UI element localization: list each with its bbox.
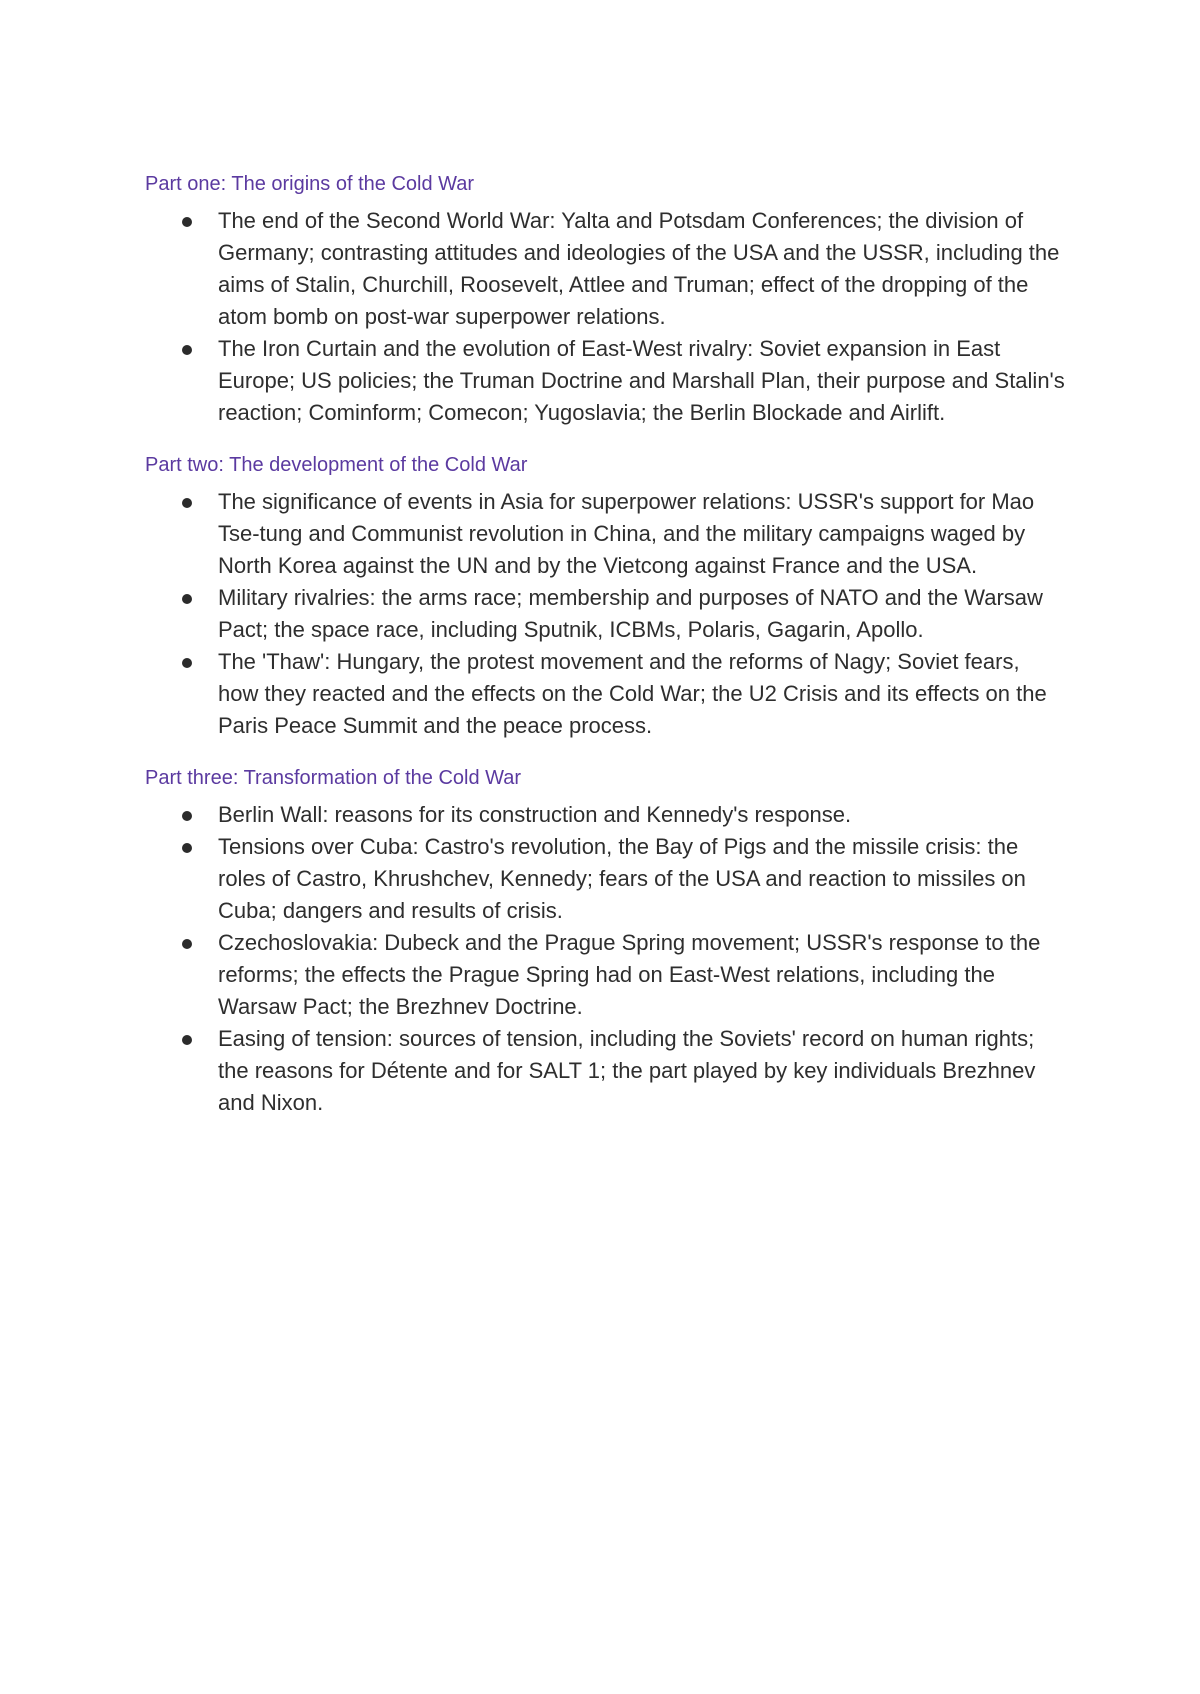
section-heading: Part two: The development of the Cold War <box>145 454 528 476</box>
list-item <box>145 205 1065 333</box>
list-item-text: Military rivalries: the arms race; membership and purposes of NATO and the Warsaw Pact; the space race, including Sputnik, ICBMs, Polaris, Gagarin, Apollo. <box>218 585 1043 642</box>
list-item-text: The 'Thaw': Hungary, the protest movement and the reforms of Nagy; Soviet fears, how they reacted and the effects on the Cold War; the U2 Crisis and its effects on the Paris Peace Summit and the peace process. <box>218 649 1047 738</box>
list-item-text: Berlin Wall: reasons for its construction and Kennedy's response. <box>218 802 852 827</box>
bullet-list <box>145 799 1065 1119</box>
list-item <box>145 799 1065 831</box>
bullet-dot-icon <box>182 594 192 604</box>
bullet-list <box>145 205 1065 429</box>
list-item-text: The end of the Second World War: Yalta and Potsdam Conferences; the division of Germany; contrasting attitudes and ideologies of the USA and the USSR, including the aims of Stalin, Churchill, Roosevelt, Attlee and Truman; effect of the dropping of the atom bomb on post-war superpower relations. <box>218 208 1060 329</box>
list-item <box>145 582 1065 646</box>
bullet-dot-icon <box>182 345 192 355</box>
list-item <box>145 333 1065 429</box>
section-heading: Part three: Transformation of the Cold War <box>145 767 522 789</box>
section-part-one <box>145 170 1065 429</box>
bullet-dot-icon <box>182 939 192 949</box>
list-item-text: Easing of tension: sources of tension, including the Soviets' record on human rights; the reasons for Détente and for SALT 1; the part played by key individuals Brezhnev and Nixon. <box>218 1026 1036 1115</box>
list-item <box>145 831 1065 927</box>
section-part-three <box>145 764 1065 1119</box>
list-item-text: The significance of events in Asia for superpower relations: USSR's support for Mao Tse-tung and Communist revolution in China, and the military campaigns waged by North Korea against the UN and by the Vietcong against France and the USA. <box>218 489 1035 578</box>
list-item <box>145 1023 1065 1119</box>
list-item <box>145 486 1065 582</box>
list-item <box>145 646 1065 742</box>
list-item <box>145 927 1065 1023</box>
bullet-dot-icon <box>182 658 192 668</box>
section-heading: Part one: The origins of the Cold War <box>145 173 475 195</box>
list-item-text: The Iron Curtain and the evolution of East-West rivalry: Soviet expansion in East Europe; US policies; the Truman Doctrine and Marshall Plan, their purpose and Stalin's reaction; Cominform; Comecon; Yugoslavia; the Berlin Blockade and Airlift. <box>218 336 1065 425</box>
document-page <box>145 170 1065 1141</box>
section-part-two <box>145 451 1065 742</box>
list-item-text: Czechoslovakia: Dubeck and the Prague Spring movement; USSR's response to the reforms; the effects the Prague Spring had on East-West relations, including the Warsaw Pact; the Brezhnev Doctrine. <box>218 930 1041 1019</box>
bullet-dot-icon <box>182 217 192 227</box>
bullet-dot-icon <box>182 843 192 853</box>
bullet-dot-icon <box>182 498 192 508</box>
list-item-text: Tensions over Cuba: Castro's revolution, the Bay of Pigs and the missile crisis: the roles of Castro, Khrushchev, Kennedy; fears of the USA and reaction to missiles on Cuba; dangers and results of crisis. <box>218 834 1026 923</box>
bullet-list <box>145 486 1065 742</box>
bullet-dot-icon <box>182 811 192 821</box>
bullet-dot-icon <box>182 1035 192 1045</box>
